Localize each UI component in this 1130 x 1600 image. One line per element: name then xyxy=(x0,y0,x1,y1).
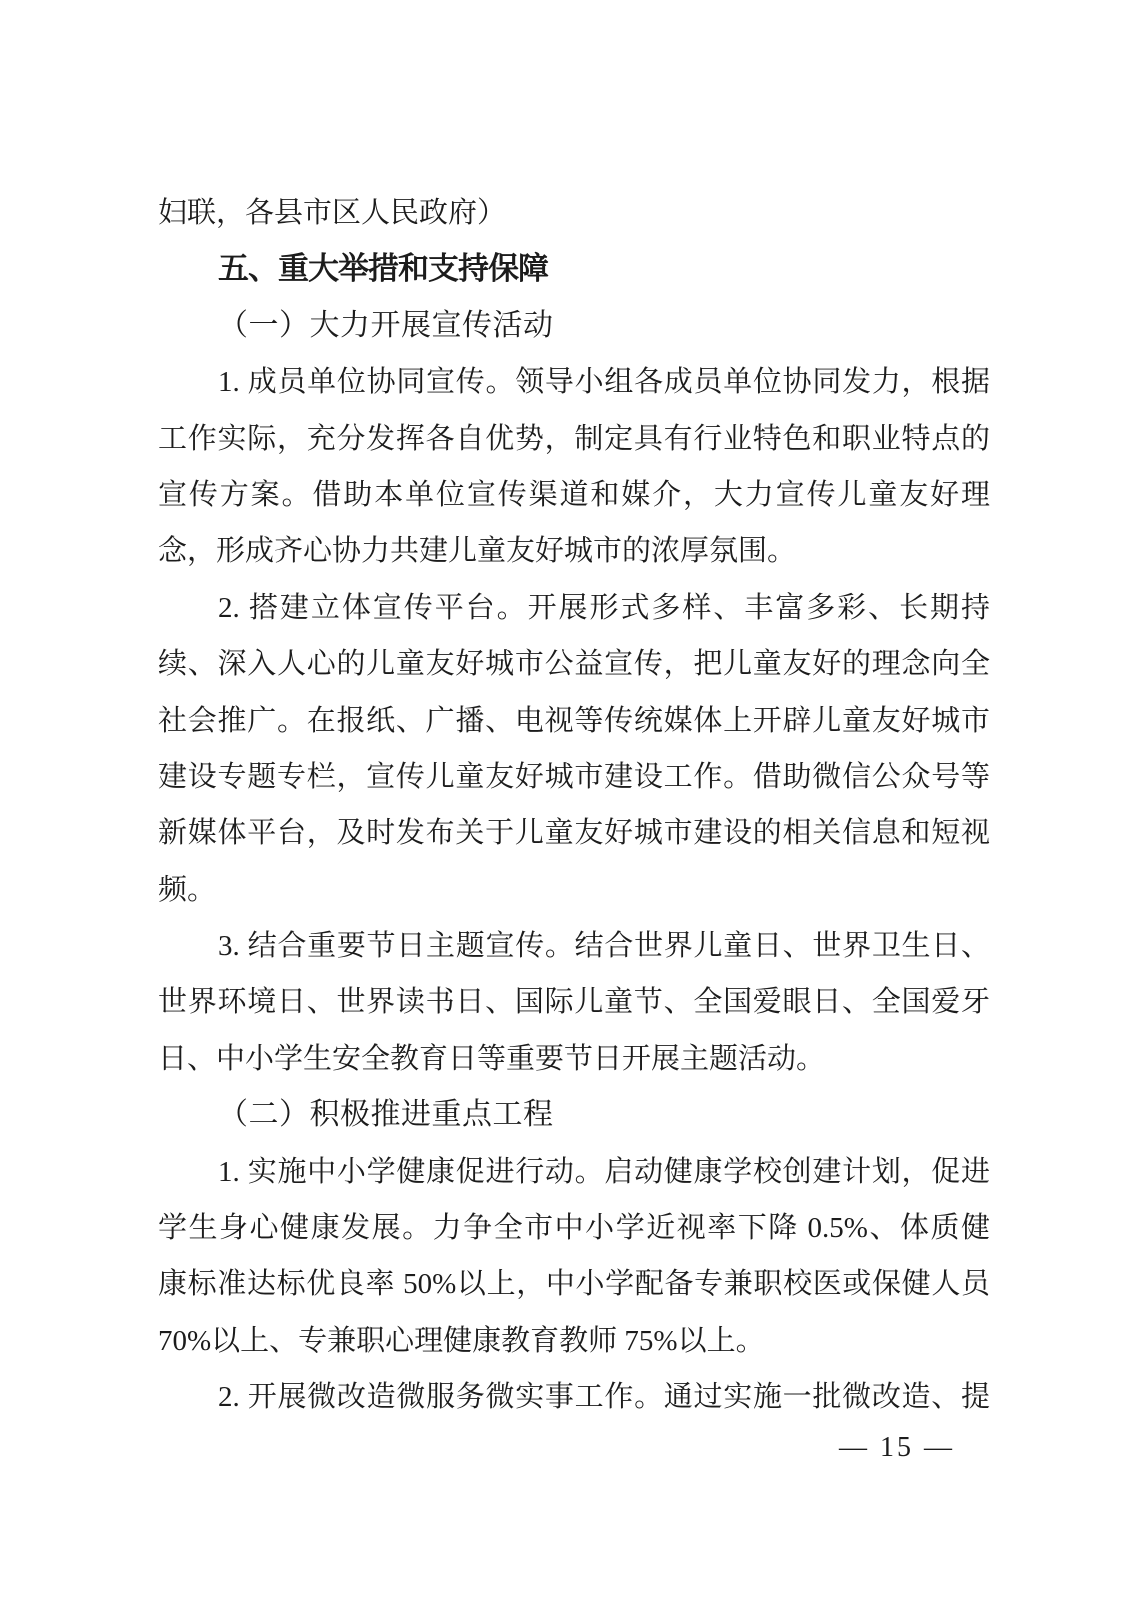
text-line: 念，形成齐心协力共建儿童友好城市的浓厚氛围。 xyxy=(158,535,797,568)
text-line: 1. 实施中小学健康促进行动。启动健康学校创建计划，促进 xyxy=(218,1155,990,1188)
text-line: 频。 xyxy=(158,873,217,906)
text-line: 70%以上、专兼职心理健康教育教师 75%以上。 xyxy=(158,1324,765,1357)
text-line: 社会推广。在报纸、广播、电视等传统媒体上开辟儿童友好城市 xyxy=(158,704,990,737)
subsection-heading: （一）大力开展宣传活动 xyxy=(218,308,554,342)
document-body xyxy=(158,185,990,1426)
text-line: 学生身心健康发展。力争全市中小学近视率下降 0.5%、体质健 xyxy=(158,1212,990,1245)
text-line: 日、中小学生安全教育日等重要节日开展主题活动。 xyxy=(158,1042,826,1075)
text-line: 续、深入人心的儿童友好城市公益宣传，把儿童友好的理念向全 xyxy=(158,648,990,681)
subsection-heading: （二）积极推进重点工程 xyxy=(218,1098,554,1132)
text-line: 建设专题专栏，宣传儿童友好城市建设工作。借助微信公众号等 xyxy=(158,760,990,793)
text-line: 2. 开展微改造微服务微实事工作。通过实施一批微改造、提 xyxy=(218,1381,990,1414)
text-line: 1. 成员单位协同宣传。领导小组各成员单位协同发力，根据 xyxy=(218,366,990,399)
section-heading: 五、重大举措和支持保障 xyxy=(218,251,548,287)
text-line: 工作实际，充分发挥各自优势，制定具有行业特色和职业特点的 xyxy=(158,422,990,455)
text-line: 妇联，各县市区人民政府） xyxy=(158,197,507,229)
text-line: 新媒体平台，及时发布关于儿童友好城市建设的相关信息和短视 xyxy=(158,817,990,850)
text-line: 康标准达标优良率 50%以上，中小学配备专兼职校医或保健人员 xyxy=(158,1268,990,1301)
text-line: 宣传方案。借助本单位宣传渠道和媒介，大力宣传儿童友好理 xyxy=(158,478,990,511)
text-line: 2. 搭建立体宣传平台。开展形式多样、丰富多彩、长期持 xyxy=(218,591,990,624)
text-line: 3. 结合重要节日主题宣传。结合世界儿童日、世界卫生日、 xyxy=(218,930,990,963)
page-number: — 15 — xyxy=(839,1432,955,1463)
text-line: 世界环境日、世界读书日、国际儿童节、全国爱眼日、全国爱牙 xyxy=(158,986,990,1019)
